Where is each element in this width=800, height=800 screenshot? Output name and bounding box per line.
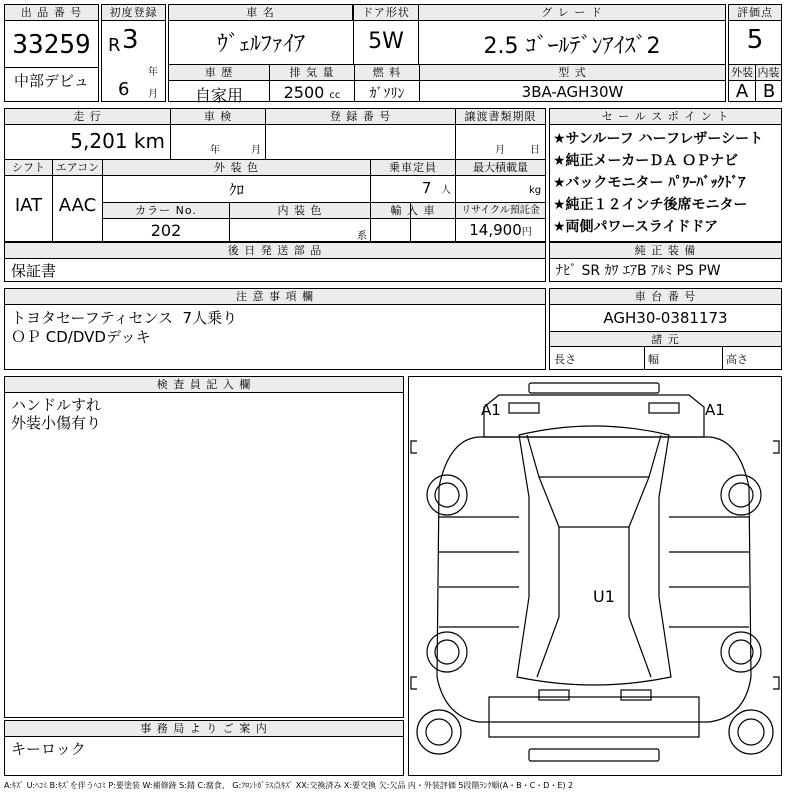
mileage-label: 走 行 [5,109,170,125]
inspector-line-2: 外装小傷有り [11,414,102,432]
equipment-label: 純 正 装 備 [550,243,781,259]
later-parts-label: 後 日 発 送 部 品 [5,243,545,259]
exterior-grade-label: 外装 [731,66,753,79]
selling-point-3: ★バックモニター ﾊﾟﾜｰﾊﾞｯｸﾄﾞｱ [553,175,746,191]
lot-number-box [4,4,99,102]
car-diagram [408,376,782,776]
selling-point-4: ★純正１２インチ後席モニター [553,197,748,213]
door-label: ドア形状 [354,5,418,21]
capacity-label: 乗車定員 [371,160,455,176]
interior-exterior-grade-box [728,64,782,102]
car-info-box [168,4,726,66]
import-label: 輸 入 車 [371,203,455,219]
month-unit: 月 [148,89,158,100]
interior-grade-label: 内装 [755,65,781,81]
inspection-label: 車 検 [171,109,265,125]
shift: IAT [14,195,43,216]
inspection-year-unit: 年 [210,145,220,156]
length-label: 長さ [554,353,576,366]
inspector-label: 検 査 員 記 入 欄 [5,377,403,393]
spec-table [4,108,546,242]
transfer-day-unit: 日 [530,145,540,156]
debut-label: 中部デビュ [13,72,89,90]
damage-mark-a1-left: A1 [481,401,501,419]
selling-points-box [549,108,782,242]
score: 5 [746,25,764,55]
ext-color: ｸﾛ [228,181,244,199]
damage-mark-a1-right: A1 [705,401,725,419]
chassis-label: 車 台 番 号 [550,289,781,305]
ext-color-label: 外 装 色 [103,160,370,176]
color-number: 202 [150,221,182,240]
history: 自家用 [194,86,243,105]
shift-label: シフト [5,160,52,176]
inspector-line-1: ハンドルすれ [11,396,102,414]
selling-point-1: ★サンルーフ ハーフレザーシート [553,131,764,147]
transfer-deadline-label: 譲渡書類期限 [456,109,545,125]
model: 3BA-AGH30W [521,83,624,101]
grade: 2.5 ｺﾞｰﾙﾃﾞﾝｱｲｽﾞ2 [483,34,661,59]
notes-label: 注 意 事 項 欄 [5,289,545,305]
reg-year: 3 [122,25,139,55]
mileage: 5,201 km [70,129,165,153]
later-parts: 保証書 [11,262,57,280]
year-unit: 年 [148,67,158,78]
equipment-items: ﾅﾋﾞ SR ｶﾜ ｴｱB ｱﾙﾐ PS PW [556,263,721,279]
height-label: 高さ [726,353,748,366]
width-label: 幅 [648,353,659,366]
fuel-label: 燃 料 [355,65,419,81]
car-name: ｳﾞｪﾙﾌｧｲｱ [216,32,305,57]
int-color-unit: 系 [357,231,367,242]
office-text: キーロック [11,740,86,758]
car-detail-box [168,64,726,105]
transfer-month-unit: 月 [495,145,505,156]
first-registration-box [101,4,166,102]
ac-label: エアコン [53,160,102,176]
inspector-box [4,376,404,718]
displacement-label: 排 気 量 [270,65,354,81]
inspection-month-unit: 月 [251,145,261,156]
office-box [4,720,404,776]
later-parts-box [4,242,546,282]
chassis-number: AGH30-0381173 [603,309,728,327]
legend: A:ｷｽﾞ U:ﾍｺﾐ B:ｷｽﾞを伴うﾍｺﾐ P:要塗装 W:補修跡 S:錆 C:腐食、 G:ﾌﾛﾝﾄｶﾞﾗｽ点ｷｽﾞ XX:交換済み X:要交換 欠:欠品 内・外装評価 5段階ﾗﾝｸ順(A・B・C・D・E) 2 [4,781,574,790]
ac: AAC [58,195,97,216]
notes-box [4,288,546,370]
recycle-fee: 14,900円 [469,221,532,239]
selling-point-2: ★純正メーカーＤＡ ＯＰナビ [553,153,739,169]
model-label: 型 式 [420,65,725,81]
selling-point-5: ★両側パワースライドドア [553,219,719,235]
door-type: 5W [368,29,404,54]
selling-points-label: セ ー ル ス ポ イ ン ト [550,109,781,125]
displacement: 2500 cc [283,83,341,102]
notes-line-2: ＯＰ CD/DVDデッキ [11,328,151,346]
reg-month: 6 [118,79,130,100]
history-label: 車 歴 [169,65,269,81]
capacity: 7 人 [421,179,451,197]
lot-number-label: 出 品 番 号 [5,5,98,21]
score-box [728,4,782,66]
car-name-label: 車 名 [169,5,353,21]
recycle-label: リサイクル預託金 [456,203,545,219]
equipment-box [549,242,782,282]
load-label: 最大積載量 [456,160,545,176]
fuel: ｶﾞｿﾘﾝ [369,86,405,102]
lot-number: 33259 [12,30,91,60]
dims-label: 諸 元 [550,331,781,347]
grade-label: グ レ ー ド [419,5,725,21]
chassis-box [549,288,782,370]
first-registration-label: 初度登録 [102,5,165,21]
int-color-label: 内 装 色 [230,203,370,219]
reg-number-label: 登 録 番 号 [266,109,455,125]
load-unit: kg [529,185,542,196]
damage-mark-u1: U1 [593,587,615,606]
header-section [4,4,782,105]
office-label: 事 務 局 よ り ご 案 内 [5,721,403,737]
notes-line-1: トヨタセーフティセンス 7人乗り [11,309,238,327]
exterior-grade: A [735,81,749,102]
era: R [108,35,121,56]
color-number-label: カラー No. [103,203,229,219]
car-outline-diagram [409,377,781,775]
score-label: 評価点 [729,5,781,21]
interior-grade: B [762,81,776,102]
